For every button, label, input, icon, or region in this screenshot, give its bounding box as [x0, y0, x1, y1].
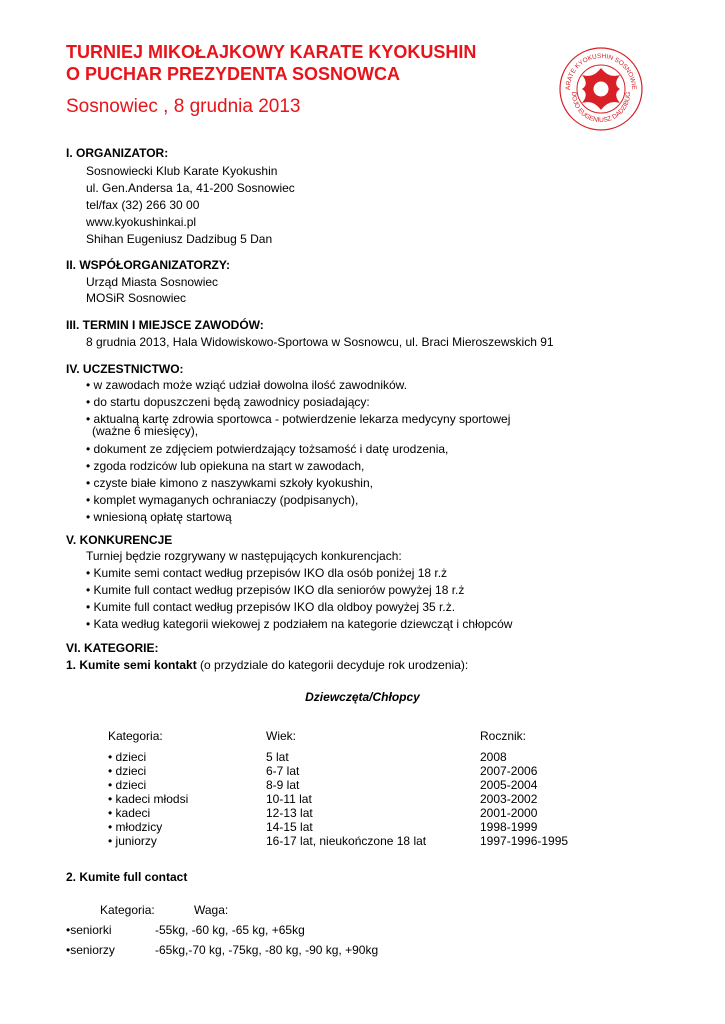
full-cell-category: •seniorki — [66, 923, 112, 937]
participation-line: • wniesioną opłatę startową — [86, 510, 232, 524]
organizer-line: Shihan Eugeniusz Dadzibug 5 Dan — [86, 232, 273, 246]
participation-line: (ważne 6 miesięcy), — [92, 424, 199, 438]
term-line: 8 grudnia 2013, Hala Widowiskowo-Sportowa w Sosnowcu, ul. Braci Mieroszewskich 91 — [86, 335, 554, 349]
table-header-category: Kategoria: — [108, 729, 163, 743]
table-header-year: Rocznik: — [480, 729, 527, 743]
table-cell-age: 10-11 lat — [266, 792, 312, 806]
full-cell-category: •seniorzy — [66, 943, 115, 957]
term-heading: III. TERMIN I MIEJSCE ZAWODÓW: — [66, 318, 264, 332]
participation-heading: IV. UCZESTNICTWO: — [66, 362, 184, 376]
table-cell-category: • juniorzy — [108, 834, 157, 848]
coorganizers-heading: II. WSPÓŁORGANIZATORZY: — [66, 258, 230, 272]
title-line-2: O PUCHAR PREZYDENTA SOSNOWCA — [66, 64, 401, 84]
competitions-heading: V. KONKURENCJE — [66, 533, 173, 547]
organizer-line: ul. Gen.Andersa 1a, 41-200 Sosnowiec — [86, 181, 295, 195]
participation-line: • do startu dopuszczeni będą zawodnicy posiadający: — [86, 395, 370, 409]
table-cell-year: 2001-2000 — [480, 806, 538, 820]
categories-heading: VI. KATEGORIE: — [66, 641, 159, 655]
participation-line: • dokument ze zdjęciem potwierdzający tożsamość i datę urodzenia, — [86, 442, 449, 456]
semi-contact-note: (o przydziale do kategorii decyduje rok urodzenia): — [196, 658, 469, 672]
full-header-category: Kategoria: — [100, 903, 155, 917]
competitions-line: • Kumite semi contact według przepisów IKO dla osób poniżej 18 r.ż — [86, 566, 448, 580]
table-cell-year: 1998-1999 — [480, 820, 538, 834]
table-cell-age: 8-9 lat — [266, 778, 300, 792]
table-cell-category: • dzieci — [108, 778, 147, 792]
full-cell-weight: -65kg,-70 kg, -75kg, -80 kg, -90 kg, +90kg — [155, 943, 379, 957]
table-cell-age: 6-7 lat — [266, 764, 300, 778]
competitions-line: Turniej będzie rozgrywany w następujących konkurencjach: — [86, 549, 402, 563]
competitions-line: • Kata według kategorii wiekowej z podziałem na kategorie dziewcząt i chłopców — [86, 617, 513, 631]
table-cell-year: 2003-2002 — [480, 792, 538, 806]
table-header-age: Wiek: — [266, 729, 296, 743]
full-header-weight: Waga: — [194, 903, 229, 917]
table-cell-year: 2008 — [480, 750, 507, 764]
full-contact-title: 2. Kumite full contact — [66, 870, 188, 884]
semi-contact-subheading — [66, 658, 468, 672]
organizer-line: www.kyokushinkai.pl — [86, 215, 197, 229]
table-cell-category: • dzieci — [108, 764, 147, 778]
table-cell-category: • młodzicy — [108, 820, 163, 834]
logo-text-top: ARATE KYOKUSHIN SOSNOWIE — [564, 52, 638, 91]
title-line-1: TURNIEJ MIKOŁAJKOWY KARATE KYOKUSHIN — [66, 42, 477, 62]
subtitle-date: Sosnowiec , 8 grudnia 2013 — [66, 96, 301, 117]
table-cell-year: 2005-2004 — [480, 778, 538, 792]
participation-line: • komplet wymaganych ochraniaczy (podpisanych), — [86, 493, 359, 507]
table-cell-year: 1997-1996-1995 — [480, 834, 569, 848]
participation-line: • w zawodach może wziąć udział dowolna ilość zawodników. — [86, 378, 408, 392]
table-cell-year: 2007-2006 — [480, 764, 538, 778]
table-cell-age: 16-17 lat, nieukończone 18 lat — [266, 834, 427, 848]
coorganizer-line: MOSiR Sosnowiec — [86, 291, 187, 305]
table-cell-age: 5 lat — [266, 750, 289, 764]
organizer-line: tel/fax (32) 266 30 00 — [86, 198, 200, 212]
coorganizer-line: Urząd Miasta Sosnowiec — [86, 275, 219, 289]
semi-contact-title: 1. Kumite semi kontakt — [66, 658, 197, 672]
participation-line: • aktualną kartę zdrowia sportowca - potwierdzenie lekarza medycyny sportowej — [86, 412, 511, 426]
group-label: Dziewczęta/Chłopcy — [305, 690, 420, 704]
table-cell-age: 12-13 lat — [266, 806, 313, 820]
full-cell-weight: -55kg, -60 kg, -65 kg, +65kg — [155, 923, 305, 937]
competitions-line: • Kumite full contact według przepisów IKO dla seniorów powyżej 18 r.ż — [86, 583, 465, 597]
organizer-heading: I. ORGANIZATOR: — [66, 146, 169, 160]
table-cell-age: 14-15 lat — [266, 820, 313, 834]
competitions-line: • Kumite full contact według przepisów IKO dla oldboy powyżej 35 r.ż. — [86, 600, 456, 614]
table-cell-category: • dzieci — [108, 750, 147, 764]
participation-line: • czyste białe kimono z naszywkami szkoły kyokushin, — [86, 476, 373, 490]
table-cell-category: • kadeci młodsi — [108, 792, 189, 806]
participation-line: • zgoda rodziców lub opiekuna na start w zawodach, — [86, 459, 365, 473]
table-cell-category: • kadeci — [108, 806, 151, 820]
logo-text-bottom: DOJO EUGENIUSZ DADZIBUG — [569, 91, 633, 125]
kyokushin-logo — [558, 46, 644, 132]
organizer-line: Sosnowiecki Klub Karate Kyokushin — [86, 164, 278, 178]
